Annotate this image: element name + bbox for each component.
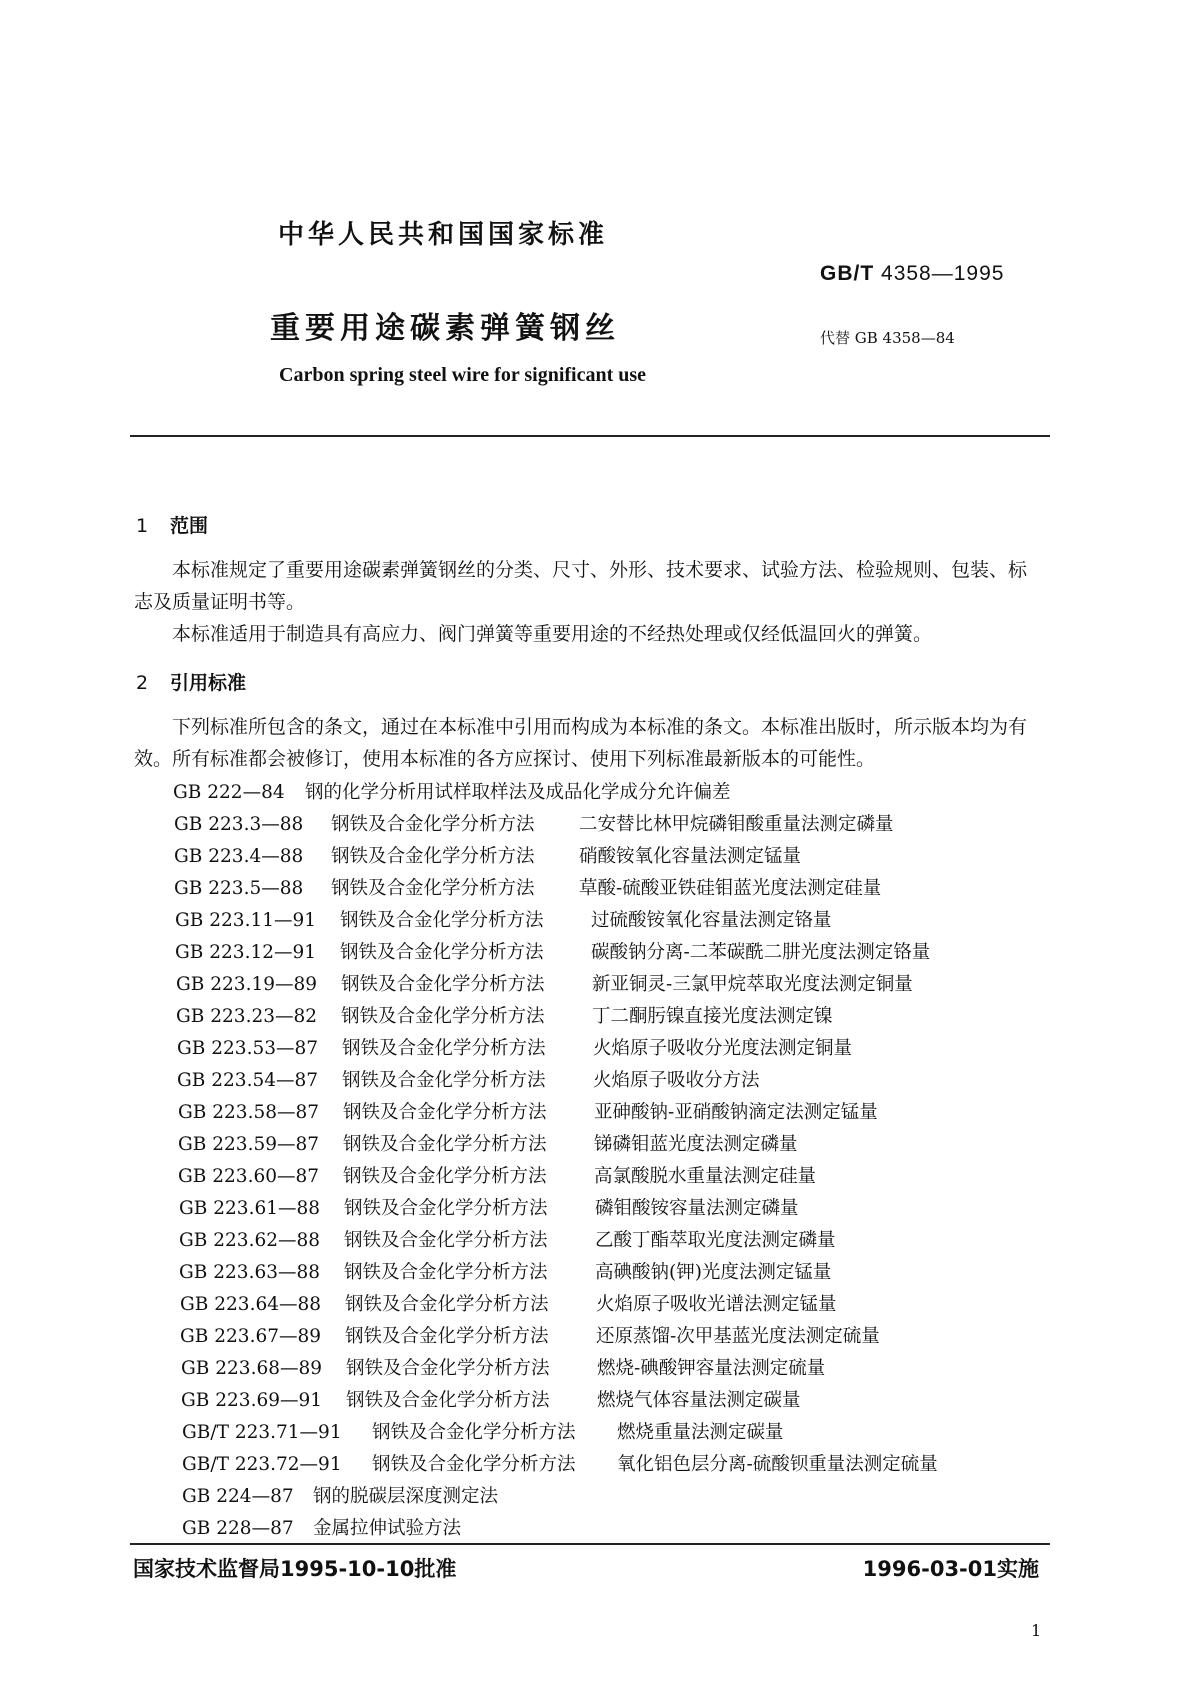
reference-title: 金属拉伸试验方法 [313,1518,462,1539]
reference-code: GB 223.63—88 [179,1262,321,1283]
reference-item [175,906,832,932]
reference-method: 火焰原子吸收光谱法测定锰量 [596,1294,837,1315]
reference-method: 锑磷钼蓝光度法测定磷量 [594,1134,798,1155]
reference-title: 钢铁及合金化学分析方法 [343,1102,547,1123]
reference-code: GB 223.19—89 [176,974,318,995]
reference-title: 钢铁及合金化学分析方法 [344,1198,548,1219]
reference-item [174,842,801,868]
standard-number [820,262,1004,286]
reference-code: GB 228—87 [182,1518,294,1539]
reference-item [181,1386,801,1412]
reference-title: 钢铁及合金化学分析方法 [344,1262,548,1283]
reference-method: 二安替比林甲烷磷钼酸重量法测定磷量 [579,814,894,835]
reference-title: 钢的化学分析用试样取样法及成品化学成分允许偏差 [305,782,731,803]
section-2-number: 2 [136,672,149,694]
reference-method: 磷钼酸铵容量法测定磷量 [595,1198,799,1219]
page-number: 1 [1031,1621,1042,1640]
section-1-paragraph-1: 本标准规定了重要用途碳素弹簧钢丝的分类、尺寸、外形、技术要求、试验方法、检验规则、包装、标志及质量证明书等。 [134,559,1028,613]
section-1-paragraph-2: 本标准适用于制造具有高应力、阀门弹簧等重要用途的不经热处理或仅经低温回火的弹簧。 [172,623,933,645]
reference-code: GB 223.62—88 [179,1230,321,1251]
reference-item [173,778,731,804]
reference-title: 钢铁及合金化学分析方法 [344,1230,548,1251]
reference-title: 钢铁及合金化学分析方法 [341,974,545,995]
reference-code: GB 223.69—91 [181,1390,323,1411]
reference-title: 钢铁及合金化学分析方法 [340,942,544,963]
document-title-cn: 重要用途碳素弹簧钢丝 [270,311,620,346]
reference-code: GB 223.60—87 [178,1166,320,1187]
reference-item [179,1226,836,1252]
reference-item [180,1322,880,1348]
reference-title: 钢铁及合金化学分析方法 [342,1070,546,1091]
reference-title: 钢铁及合金化学分析方法 [341,1006,545,1027]
reference-method: 氧化铝色层分离-硫酸钡重量法测定硫量 [617,1454,938,1475]
reference-item [176,1002,833,1028]
reference-item [181,1354,825,1380]
reference-method: 高碘酸钠(钾)光度法测定锰量 [595,1262,832,1283]
standard-number-prefix: GB/T [820,262,875,285]
header-divider [130,435,1050,437]
reference-code: GB 223.64—88 [180,1294,322,1315]
reference-method: 高氯酸脱水重量法测定硅量 [594,1166,817,1187]
reference-item [182,1450,938,1476]
reference-code: GB 223.54—87 [177,1070,319,1091]
reference-method: 还原蒸馏-次甲基蓝光度法测定硫量 [596,1326,880,1347]
reference-title: 钢铁及合金化学分析方法 [346,1390,550,1411]
reference-item [180,1290,837,1316]
reference-title: 钢铁及合金化学分析方法 [331,878,535,899]
reference-title: 钢铁及合金化学分析方法 [372,1454,576,1475]
reference-title: 钢铁及合金化学分析方法 [346,1358,550,1379]
implementation-date: 1996-03-01实施 [862,1557,1039,1581]
section-2-title: 引用标准 [170,672,247,694]
reference-code: GB 223.12—91 [175,942,317,963]
reference-code: GB 223.68—89 [181,1358,323,1379]
section-1-heading [136,511,208,538]
reference-item [177,1034,852,1060]
section-1-number: 1 [136,515,149,537]
reference-code: GB 223.67—89 [180,1326,322,1347]
reference-code: GB 223.11—91 [175,910,317,931]
reference-method: 过硫酸铵氧化容量法测定铬量 [591,910,832,931]
reference-item [174,874,881,900]
reference-method: 硝酸铵氧化容量法测定锰量 [579,846,802,867]
reference-method: 新亚铜灵-三氯甲烷萃取光度法测定铜量 [592,974,913,995]
reference-code: GB 224—87 [182,1486,294,1507]
reference-code: GB 223.4—88 [174,846,304,867]
reference-title: 钢铁及合金化学分析方法 [340,910,544,931]
reference-method: 亚砷酸钠-亚硝酸钠滴定法测定锰量 [594,1102,878,1123]
reference-item [177,1066,760,1092]
document-title-en: Carbon spring steel wire for significant use [279,364,647,386]
reference-method: 燃烧气体容量法测定碳量 [597,1390,801,1411]
reference-code: GB/T 223.72—91 [182,1454,342,1475]
section-2-paragraph-1: 下列标准所包含的条文，通过在本标准中引用而构成为本标准的条文。本标准出版时，所示版本均为有效。所有标准都会被修订，使用本标准的各方应探讨、使用下列标准最新版本的可能性。 [134,716,1028,770]
reference-code: GB 223.53—87 [177,1038,319,1059]
reference-code: GB 222—84 [173,782,285,803]
reference-item [178,1098,878,1124]
reference-item [178,1130,798,1156]
reference-title: 钢铁及合金化学分析方法 [342,1038,546,1059]
reference-title: 钢铁及合金化学分析方法 [331,814,535,835]
national-standard-heading: 中华人民共和国国家标准 [278,220,609,250]
reference-title: 钢铁及合金化学分析方法 [343,1166,547,1187]
reference-title: 钢铁及合金化学分析方法 [331,846,535,867]
reference-item [174,810,894,836]
reference-code: GB 223.59—87 [178,1134,320,1155]
reference-title: 钢铁及合金化学分析方法 [345,1294,549,1315]
reference-item [175,938,930,964]
reference-item [176,970,913,996]
reference-code: GB 223.23—82 [176,1006,318,1027]
reference-item [179,1258,831,1284]
reference-title: 钢铁及合金化学分析方法 [343,1134,547,1155]
reference-item [182,1418,784,1444]
reference-method: 燃烧重量法测定碳量 [617,1422,784,1443]
reference-title: 钢铁及合金化学分析方法 [345,1326,549,1347]
reference-method: 草酸-硫酸亚铁硅钼蓝光度法测定硅量 [579,878,882,899]
reference-method: 火焰原子吸收分光度法测定铜量 [593,1038,853,1059]
reference-item [182,1482,498,1508]
reference-code: GB/T 223.71—91 [182,1422,342,1443]
reference-item [179,1194,799,1220]
section-2-heading [136,668,246,695]
reference-method: 丁二酮肟镍直接光度法测定镍 [592,1006,833,1027]
reference-code: GB 223.3—88 [174,814,304,835]
reference-code: GB 223.58—87 [178,1102,320,1123]
approval-date: 国家技术监督局1995-10-10批准 [133,1557,457,1581]
reference-title: 钢铁及合金化学分析方法 [372,1422,576,1443]
reference-code: GB 223.5—88 [174,878,304,899]
reference-method: 火焰原子吸收分方法 [593,1070,760,1091]
footer-divider [130,1543,1050,1545]
reference-method: 燃烧-碘酸钾容量法测定硫量 [597,1358,826,1379]
reference-method: 乙酸丁酯萃取光度法测定磷量 [595,1230,836,1251]
section-1-title: 范围 [170,515,209,537]
reference-item [182,1514,461,1540]
reference-method: 碳酸钠分离-二苯碳酰二肼光度法测定铬量 [591,942,931,963]
reference-title: 钢的脱碳层深度测定法 [313,1486,499,1507]
standard-number-value: 4358—1995 [881,262,1005,285]
reference-code: GB 223.61—88 [179,1198,321,1219]
replaces-note: 代替 GB 4358—84 [820,329,955,347]
reference-item [178,1162,816,1188]
